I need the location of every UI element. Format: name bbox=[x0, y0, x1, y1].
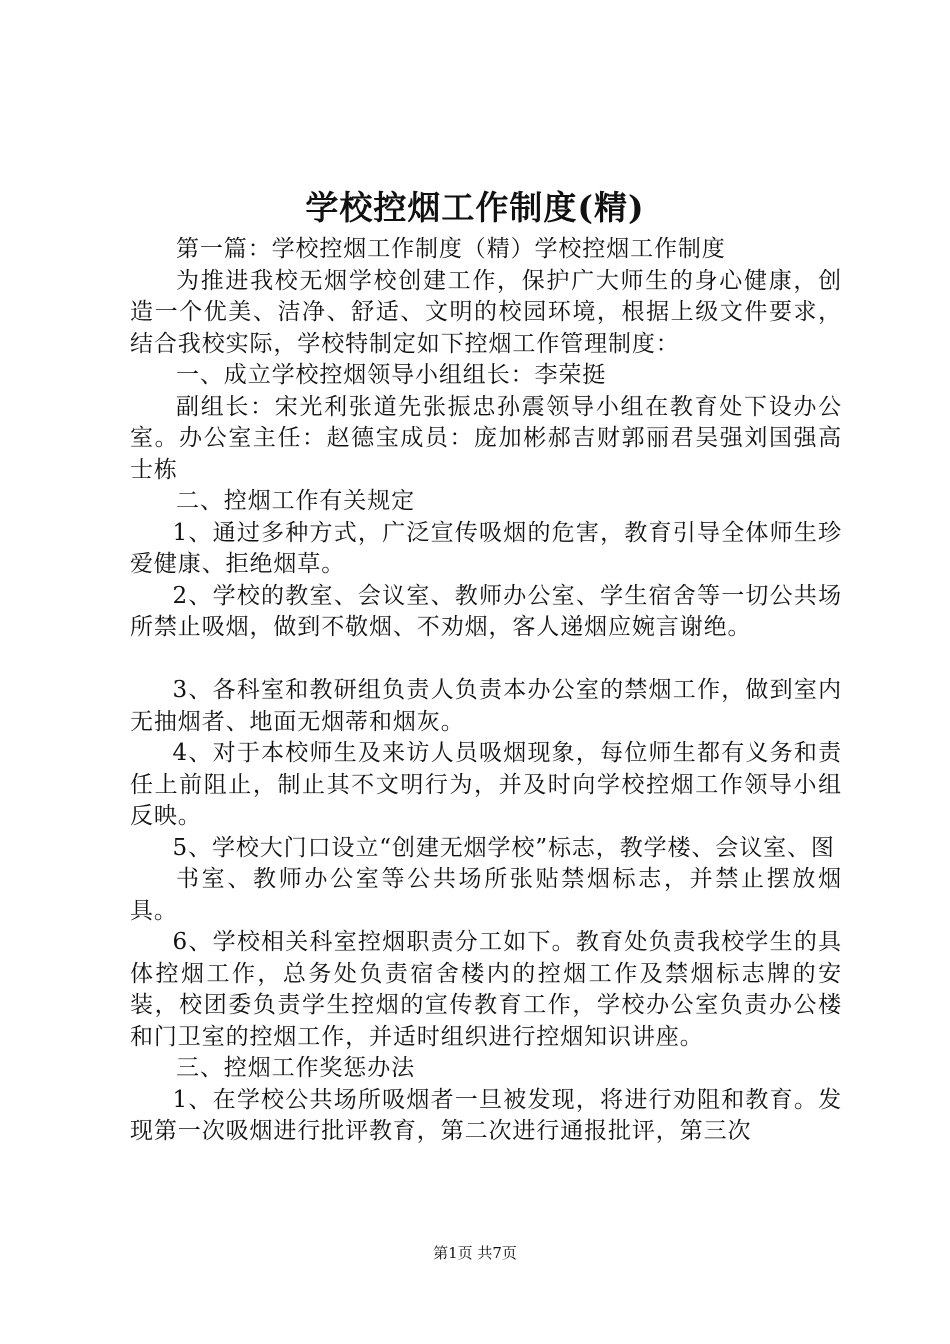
section-heading-rewards: 三、控烟工作奖惩办法 bbox=[176, 1055, 415, 1081]
rule-item-6: 6、学校相关科室控烟职责分工如下。教育处负责我校学生的具体控烟工作，总务处负责宿舍楼内的控烟工作及禁烟标志牌的安装，校团委负责学生控烟的宣传教育工作，学校办公室负责办公楼和门卫室的控烟工作，并适时组织进行控烟知识讲座。 bbox=[130, 929, 842, 1050]
paragraph-intro-heading: 第一篇：学校控烟工作制度（精）学校控烟工作制度 bbox=[176, 236, 726, 262]
paragraph-members: 副组长：宋光利张道先张振忠孙震领导小组在教育处下设办公室。办公室主任：赵德宝成员：庞加彬郝吉财郭丽君吴强刘国强高士栋 bbox=[130, 393, 842, 483]
page-footer: 第1页 共7页 bbox=[433, 1244, 517, 1262]
section-heading-rules: 二、控烟工作有关规定 bbox=[176, 488, 415, 514]
rule-item-1: 1、通过多种方式，广泛宣传吸烟的危害，教育引导全体师生珍爱健康、拒绝烟草。 bbox=[130, 519, 842, 577]
reward-item-1: 1、在学校公共场所吸烟者一旦被发现，将进行劝阻和教育。发现第一次吸烟进行批评教育，第二次进行通报批评，第三次 bbox=[130, 1086, 842, 1144]
section-heading-leadership: 一、成立学校控烟领导小组组长：李荣挺 bbox=[176, 362, 607, 388]
paragraph-purpose: 为推进我校无烟学校创建工作，保护广大师生的身心健康，创造一个优美、洁净、舒适、文明的校园环境，根据上级文件要求，结合我校实际，学校特制定如下控烟工作管理制度： bbox=[130, 267, 842, 357]
rule-item-2: 2、学校的教室、会议室、教师办公室、学生宿舍等一切公共场所禁止吸烟，做到不敬烟、不劝烟，客人递烟应婉言谢绝。 bbox=[130, 582, 842, 640]
document-body bbox=[130, 234, 842, 1148]
document-title: 学校控烟工作制度(精) bbox=[305, 188, 645, 227]
rule-item-5-part-1: 5、学校大门口设立“创建无烟学校”标志，教学楼、会议室、图 bbox=[172, 834, 835, 861]
rule-item-4: 4、对于本校师生及来访人员吸烟现象，每位师生都有义务和责任上前阻止，制止其不文明行为，并及时向学校控烟工作领导小组反映。 bbox=[130, 740, 842, 829]
rule-item-3: 3、各科室和教研组负责人负责本办公室的禁烟工作，做到室内无抽烟者、地面无烟蒂和烟灰。 bbox=[130, 677, 842, 735]
rule-item-5-part-2: 书室、教师办公室等公共场所张贴禁烟标志，并禁止摆放烟具。 bbox=[130, 866, 842, 924]
